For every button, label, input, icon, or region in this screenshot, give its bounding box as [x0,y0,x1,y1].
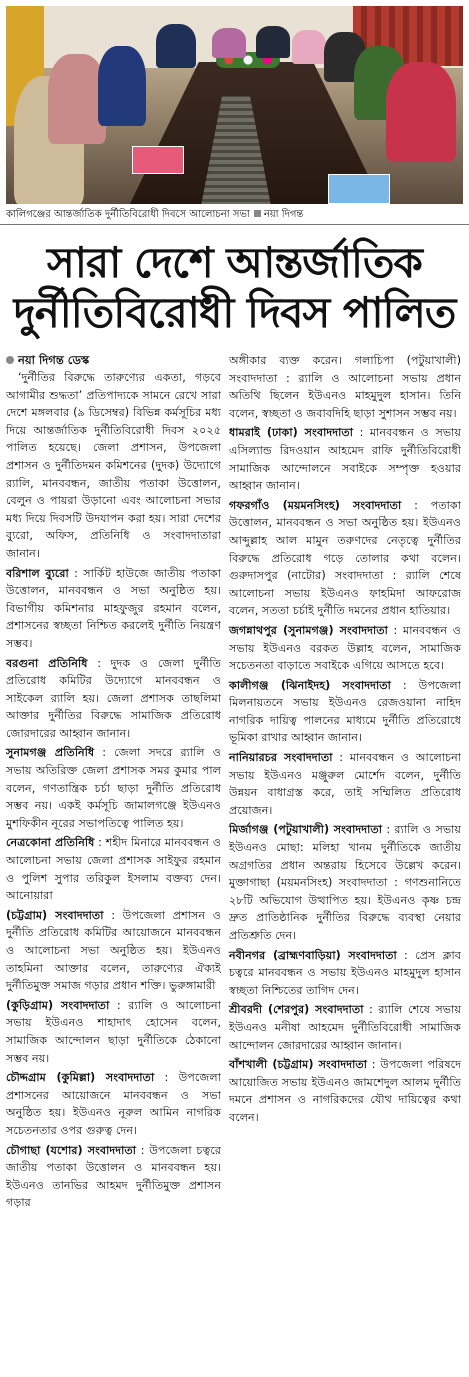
headline-line-1: সারা দেশে আন্তর্জাতিক [47,238,422,287]
article-paragraph [6,907,221,995]
paragraph-dateline: ধামরাই (ঢাকা) সংবাদদাতা [229,426,353,440]
paragraph-dateline: নেত্রকোনা প্রতিনিধি [6,836,95,850]
paragraph-dateline: নবীনগর (ব্রাহ্মণবাড়িয়া) সংবাদদাতা [229,948,397,962]
paragraph-dateline: (কুড়িগ্রাম) সংবাদদাতা [6,998,110,1012]
article-paragraph [229,622,461,675]
caption-divider [0,224,469,225]
paragraph-body: : র‍্যালি ও আলোচনা সভায় ইউএনও শাহাদাৎ হোসেন বলেন, সামাজিক আন্দোলন ছাড়া দুর্নীতিকে ঠেকানো সম্ভব নয়। [6,998,221,1065]
paragraph-body: অঙ্গীকার ব্যক্ত করেন। গলাচিপা (পটুয়াখালী) সংবাদদাতা : র‍্যালি ও আলোচনা সভায় প্রধান অতিথি ছিলেন ইউএনও মাহমুদুল হাসান। তিনি বলেন, স্বচ্ছতা ও জবাবদিহি ছাড়া সুশাসন সম্ভব নয়। [229,354,461,420]
paragraph-body: : সার্কিট হাউজে জাতীয় পতাকা উত্তোলন, মানববন্ধন ও সভা অনুষ্ঠিত হয়। বিভাগীয় কমিশনার মাহফুজুর রহমান বলেন, প্রশাসনের স্বচ্ছতা নিশ্চিত করলেই দুর্নীতি নিয়ন্ত্রণ সম্ভব। [6,566,222,650]
article-paragraph [229,424,461,494]
paragraph-body: : মানববন্ধন ও আলোচনা সভায় ইউএনও মঞ্জুরুল মোর্শেদ বলেন, দুর্নীতি উন্নয়ন বাধাগ্রস্ত করে, তাই সম্মিলিত প্রতিরোধ প্রয়োজন। [229,751,461,817]
byline-bullet-icon [6,356,14,364]
byline-text: নয়া দিগন্ত ডেস্ক [18,353,90,367]
paragraph-dateline: কালীগঞ্জ (ঝিনাইদহ) সংবাদদাতা [229,678,391,692]
article-paragraph [229,677,461,747]
paragraph-dateline: মির্জাগঞ্জ (পটুয়াখালী) সংবাদদাতা [229,823,383,837]
article-paragraph [6,369,221,563]
article-column-left [6,352,221,1214]
article-paragraph [229,497,461,620]
photo-person [292,30,326,64]
paragraph-dateline: গফরগাঁও (ময়মনসিংহ) সংবাদদাতা [229,498,402,512]
news-photo [6,6,463,204]
paragraph-body: : উপজেলা পরিষদে আয়োজিত সভায় ইউএনও জামশেদুল আলম দুর্নীতি দমনে প্রশাসন ও নাগরিকদের যৌথ দায়িত্বের কথা বলেন। [229,1058,461,1124]
paragraph-dateline: জগন্নাথপুর (সুনামগঞ্জ) সংবাদদাতা [229,623,388,637]
paragraph-body: : উপজেলা মিলনায়তনে সভায় ইউএনও রেজওয়ানা নাহিদ নাগরিক দায়িত্ব পালনের মাধ্যমে দুর্নীতি প্রতিরোধে ভূমিকা রাখার আহ্বান জানান। [229,678,461,745]
paragraph-body: : পতাকা উত্তোলন, মানববন্ধন ও সভা অনুষ্ঠিত হয়। ইউএনও আব্দুল্লাহ আল মামুন তরুণদের নেতৃত্বে দুর্নীতির বিরুদ্ধে প্রতিরোধ গড়ে তোলার কথা বলেন। গুরুদাসপুর (নাটোর) সংবাদদাতা : র‍্যালি শেষে আলোচনা সভায় ইউএনও ফাহমিদা আফরোজ বলেন, সততা চর্চাই দুর্নীতি দমনের প্রধান হাতিয়ার। [229,498,461,618]
paragraph-body: : জেলা সদরে র‍্যালি ও সভায় অতিরিক্ত জেলা প্রশাসক সমর কুমার পাল বলেন, গণতান্ত্রিক চর্চা ছাড়া দুর্নীতি প্রতিরোধ সম্ভব নয়। একই কর্মসূচি জামালগঞ্জে ইউএনও মুশফিকীন নূরের সভাপতিত্বে পালিত হয়। [6,746,221,830]
paragraph-dateline: চৌগাছা (যশোর) সংবাদদাতা [6,1143,137,1157]
photo-person [386,62,456,162]
paragraph-body: : মানববন্ধন ও সভায় ইউএনও বরকত উল্লাহ বলেন, সামাজিক সচেতনতা বাড়াতে সবাইকে এগিয়ে আসতে হবে। [229,623,461,673]
headline [0,238,469,338]
paragraph-dateline: চৌদ্দগ্রাম (কুমিল্লা) সংবাদদাতা [6,1071,155,1085]
article-paragraph [6,655,221,743]
paragraph-body: : উপজেলা প্রশাসনের আয়োজনে মানববন্ধন ও সভা অনুষ্ঠিত হয়। ইউএনও নূরুল আমিন নাগরিক সচেতনতার ওপর গুরুত্ব দেন। [6,1071,221,1137]
photo-person [98,46,146,126]
photo-person [212,28,246,58]
photo-person [256,26,290,58]
paragraph-body: : র‍্যালি ও সভায় ইউএনও মোছা: মলিহা খানম দুর্নীতিকে জাতীয় অগ্রগতির প্রধান অন্তরায় হিসেবে উল্লেখ করেন। মুক্তাগাছা (ময়মনসিংহ) সংবাদদাতা : গণশুনানিতে ২৮টি অভিযোগ উত্থাপিত হয়। ইউএনও কৃষ্ণ চন্দ্র দ্রুত প্রাতিষ্ঠানিক দুর্নীতির বিরুদ্ধে ব্যবস্থা নেয়ার প্রতিশ্রুতি দেন। [229,823,462,942]
paragraph-dateline: বাঁশখালী (চট্টগ্রাম) সংবাদদাতা [229,1058,367,1072]
photo-person [156,24,196,68]
caption-separator-square-icon [254,210,261,217]
article-paragraph [229,1001,461,1054]
article-paragraph [6,1069,221,1139]
article-paragraph [6,834,221,904]
article-paragraph [6,565,221,653]
paragraph-body: ‘দুর্নীতির বিরুদ্ধে তারুণ্যের একতা, গড়বে আগামীর শুদ্ধতা’ প্রতিপাদ্যকে সামনে রেখে সারা দেশে মঙ্গলবার (৯ ডিসেম্বর) বিভিন্ন কর্মসূচির মধ্য দিয়ে আন্তর্জাতিক দুর্নীতিবিরোধী দিবস ২০২৫ পালিত হয়েছে। জেলা প্রশাসন, উপজেলা প্রশাসন ও দুর্নীতিদমন কমিশনের (দুদক) উদ্যোগে র‍্যালি, মানববন্ধন, জাতীয় পতাকা উত্তোলন, বেলুন ও পায়রা উড়ানো এবং আলোচনা সভার মধ্য দিয়ে দিবসটি উদযাপন করা হয়। সারা দেশের ব্যুরো, অফিস, প্রতিনিধি ও সংবাদদাতারা জানান। [6,371,221,560]
paragraph-dateline: বরগুনা প্রতিনিধি [6,656,88,670]
paragraph-body: : মানববন্ধন ও সভায় এসিল্যান্ড রিদওয়ান আহমেদ রাফি দুর্নীতিবিরোধী সামাজিক আন্দোলনে সবাইকে সম্পৃক্ত হওয়ার আহ্বান জানান। [229,426,462,493]
paragraph-dateline: (চট্টগ্রাম) সংবাদদাতা [6,908,104,922]
photo-tissue-box [132,146,184,174]
article-paragraph [229,352,461,422]
paragraph-body: : র‍্যালি শেষে সভায় ইউএনও মনীষা আহমেদ দুর্নীতিবিরোধী সামাজিক আন্দোলন জোরদারের আহ্বান জানান। [229,1003,461,1052]
article-paragraph [229,821,461,944]
right-column-paragraphs [229,352,461,1127]
article-paragraph [229,947,461,1000]
article-paragraph [6,744,221,832]
paragraph-dateline: শ্রীবরদী (শেরপুর) সংবাদদাতা [229,1003,364,1017]
paragraph-dateline: বরিশাল ব্যুরো [6,566,69,580]
headline-line-2: দুর্নীতিবিরোধী দিবস পালিত [13,288,456,337]
byline [6,352,221,368]
article-paragraph [6,997,221,1067]
article-paragraph [6,1142,221,1212]
article-paragraph [229,749,461,819]
photo-tissue-box [328,174,390,204]
caption-credit: নয়া দিগন্ত [263,209,304,220]
article-column-right [229,352,461,1129]
paragraph-dateline: নানিয়ারচর সংবাদদাতা [229,751,333,765]
paragraph-body: : দুদক ও জেলা দুর্নীতি প্রতিরোধ কমিটির উদ্যোগে মানববন্ধন ও সাইকেল র‍্যালি হয়। জেলা প্রশাসক তাছলিমা আক্তার দুর্নীতির বিরুদ্ধে সামাজিক প্রতিরোধ জোরদারের আহ্বান জানান। [6,656,221,740]
paragraph-body: : শহীদ মিনারে মানববন্ধন ও আলোচনা সভায় জেলা প্রশাসক সাইফুর রহমান ও পুলিশ সুপার তরিকুল ইসলাম বক্তব্য দেন। আনোয়ারা [6,836,221,903]
paragraph-body: : উপজেলা চত্বরে জাতীয় পতাকা উত্তোলন ও মানববন্ধন হয়। ইউএনও তানভির আহমদ দুর্নীতিমুক্ত প্রশাসন গড়ার [6,1143,221,1210]
caption-text: কালিগঞ্জের আন্তর্জাতিক দুর্নীতিবিরোধী দিবসে আলোচনা সভা [6,209,250,220]
paragraph-body: : প্রেস ক্লাব চত্বরে মানববন্ধন ও সভায় ইউএনও মাহমুদুল হাসান স্বচ্ছতা নিশ্চিতের তাগিদ দেন। [229,948,461,997]
article-paragraph [229,1056,461,1126]
paragraph-body: : উপজেলা প্রশাসন ও দুর্নীতি প্রতিরোধ কমিটির আয়োজনে মানববন্ধন ও আলোচনা সভা অনুষ্ঠিত হয়। ইউএনও তাহমিনা আক্তার বলেন, তারুণ্যের ঐক্যই দুর্নীতিমুক্ত সমাজ গড়ার প্রধান শক্তি। ভুরুঙ্গামারী [6,908,221,993]
photo-caption [6,208,463,221]
left-column-paragraphs [6,369,221,1212]
paragraph-dateline: সুনামগঞ্জ প্রতিনিধি [6,746,95,760]
